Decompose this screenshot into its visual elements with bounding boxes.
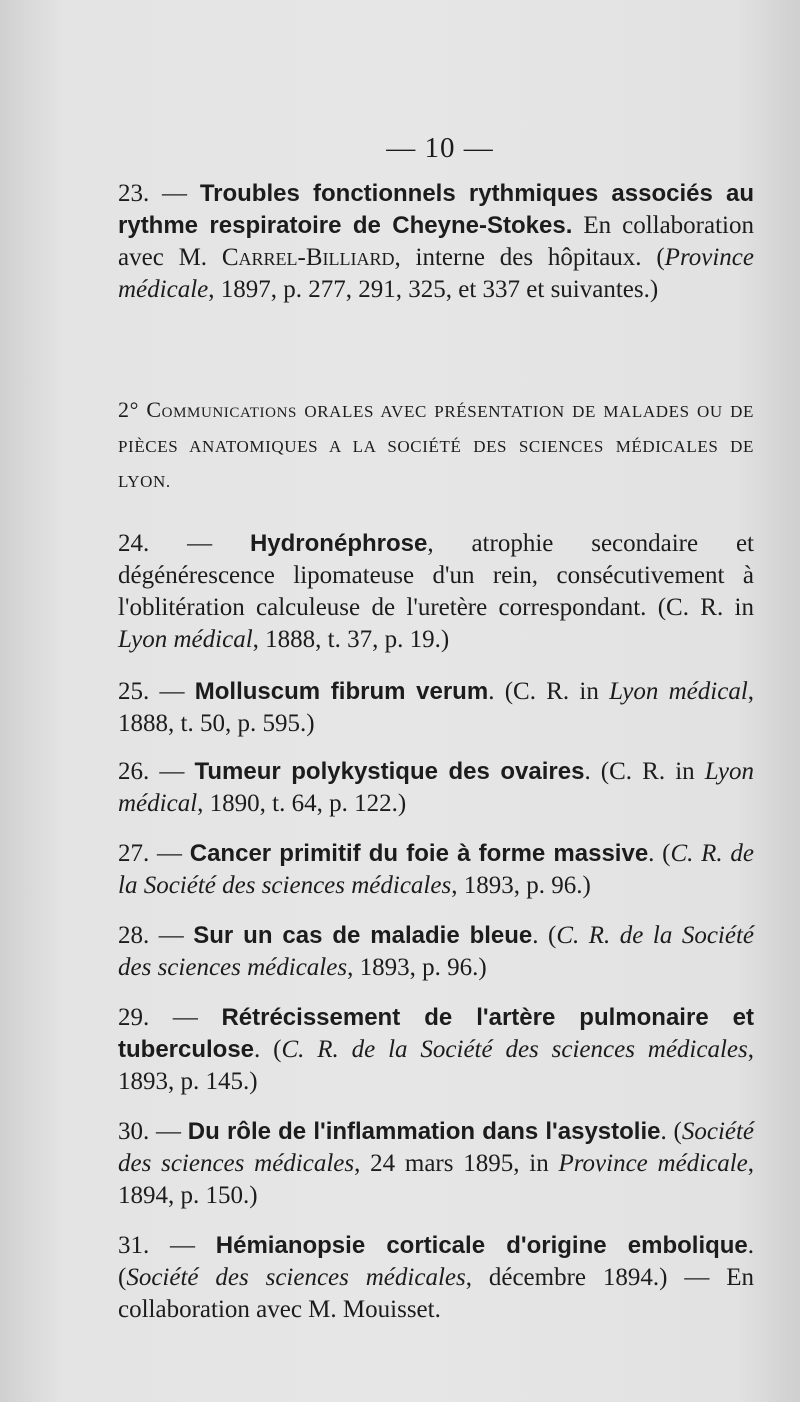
journal-name: Lyon médical: [118, 626, 253, 653]
entry-text: , 1893, p. 96.): [451, 872, 591, 899]
entry-dash: —: [158, 922, 184, 949]
entry-number: 26.: [118, 758, 150, 785]
entry-number: 28.: [118, 922, 150, 949]
entry-text: . (: [648, 840, 671, 867]
journal-name: C. R. de la Société des sciences médicales: [118, 922, 755, 981]
entry-dash: —: [162, 180, 188, 207]
entry-text: , 1888, t. 50, p. 595.): [118, 678, 755, 737]
entry-title: Hémianopsie corticale d'origine embolique: [215, 1232, 748, 1259]
entry-title: Rétrécissement de l'artère pulmonaire et tuberculose: [118, 1004, 755, 1063]
collaborator-name: Carrel-Billiard: [221, 244, 395, 271]
entry-text: , décembre 1894.) — En collaboration avec M. Mouisset.: [118, 1264, 754, 1323]
entry-number: 30.: [118, 1118, 150, 1145]
entry-30: [118, 1116, 754, 1212]
entry-dash: —: [156, 1118, 182, 1145]
entry-text: En collaboration avec M.: [118, 212, 754, 271]
entry-number: 31.: [118, 1232, 150, 1259]
entry-text: . (C. R. in: [488, 678, 610, 705]
entry-title: Tumeur polykystique des ovaires: [194, 758, 585, 785]
entry-28: [118, 920, 754, 984]
journal-name: Province médicale: [558, 1150, 748, 1177]
entry-title: Cancer primitif du foie à forme massive: [189, 840, 649, 867]
entry-text: , interne des hôpitaux. (: [394, 244, 665, 271]
entry-number: 27.: [118, 840, 150, 867]
section-heading: [118, 392, 754, 499]
entry-dash: —: [187, 530, 213, 557]
section-first-word: Communications: [146, 397, 297, 422]
entry-24: [118, 528, 754, 656]
entry-title: Troubles fonctionnels rythmiques associés au rythme respiratoire de Cheyne-Stokes.: [118, 180, 755, 239]
journal-name: C. R. de la Société des sciences médicales: [118, 840, 755, 899]
entry-25: [118, 676, 754, 740]
entry-text: , 1893, p. 145.): [118, 1036, 754, 1095]
entry-number: 23.: [118, 180, 150, 207]
journal-name: Société des sciences médicales: [118, 1118, 755, 1177]
entry-26: [118, 756, 754, 820]
entry-text: . (C. R. in: [584, 758, 705, 785]
section-text: ORALES AVEC PRÉSENTATION DE MALADES OU DE PIÈCES ANATOMIQUES A LA SOCIÉTÉ DES SCIENCES MÉDICALES DE LYON.: [118, 402, 755, 491]
entry-dash: —: [159, 678, 185, 705]
journal-name: Province médicale: [118, 244, 754, 303]
entry-text: . (: [254, 1036, 282, 1063]
page-number: — 10 —: [386, 132, 494, 164]
entry-text: , 1890, t. 64, p. 122.): [197, 790, 407, 817]
entry-dash: —: [159, 758, 185, 785]
entry-number: 24.: [118, 530, 150, 557]
entry-text: , 1893, p. 96.): [347, 954, 487, 981]
entry-text: , 1888, t. 37, p. 19.): [252, 626, 450, 653]
entry-23: [118, 178, 754, 306]
entry-title: Du rôle de l'inflammation dans l'asystolie: [187, 1118, 661, 1145]
entry-text: . (: [660, 1118, 682, 1145]
entry-text: . (: [532, 922, 557, 949]
entry-dash: —: [172, 1004, 198, 1031]
entry-dash: —: [170, 1232, 196, 1259]
journal-name: Lyon médical: [118, 758, 755, 817]
entry-text: , 1897, p. 277, 291, 325, et 337 et suivantes.): [208, 276, 659, 303]
entry-text: , 1894, p. 150.): [118, 1150, 755, 1209]
section-number: 2°: [118, 397, 139, 422]
entry-text: , atrophie secondaire et dégénérescence lipomateuse d'un rein, consécutivement à l'oblitération calculeuse de l'uretère correspondant. (C. R. in: [118, 530, 754, 621]
entry-title: Hydronéphrose: [249, 530, 428, 557]
entry-dash: —: [157, 840, 182, 867]
entry-text: . (: [118, 1232, 755, 1291]
journal-name: C. R. de la Société des sciences médicales: [281, 1036, 748, 1063]
journal-name: Société des sciences médicales: [126, 1264, 466, 1291]
entry-text: , 24 mars 1895, in: [354, 1150, 559, 1177]
journal-name: Lyon médical: [609, 678, 748, 705]
entry-title: Molluscum fibrum verum: [194, 678, 489, 705]
entry-title: Sur un cas de maladie bleue: [193, 922, 533, 949]
entry-number: 29.: [118, 1004, 150, 1031]
entry-number: 25.: [118, 678, 150, 705]
entry-27: [118, 838, 754, 902]
entry-29: [118, 1002, 754, 1098]
entry-31: [118, 1230, 754, 1326]
